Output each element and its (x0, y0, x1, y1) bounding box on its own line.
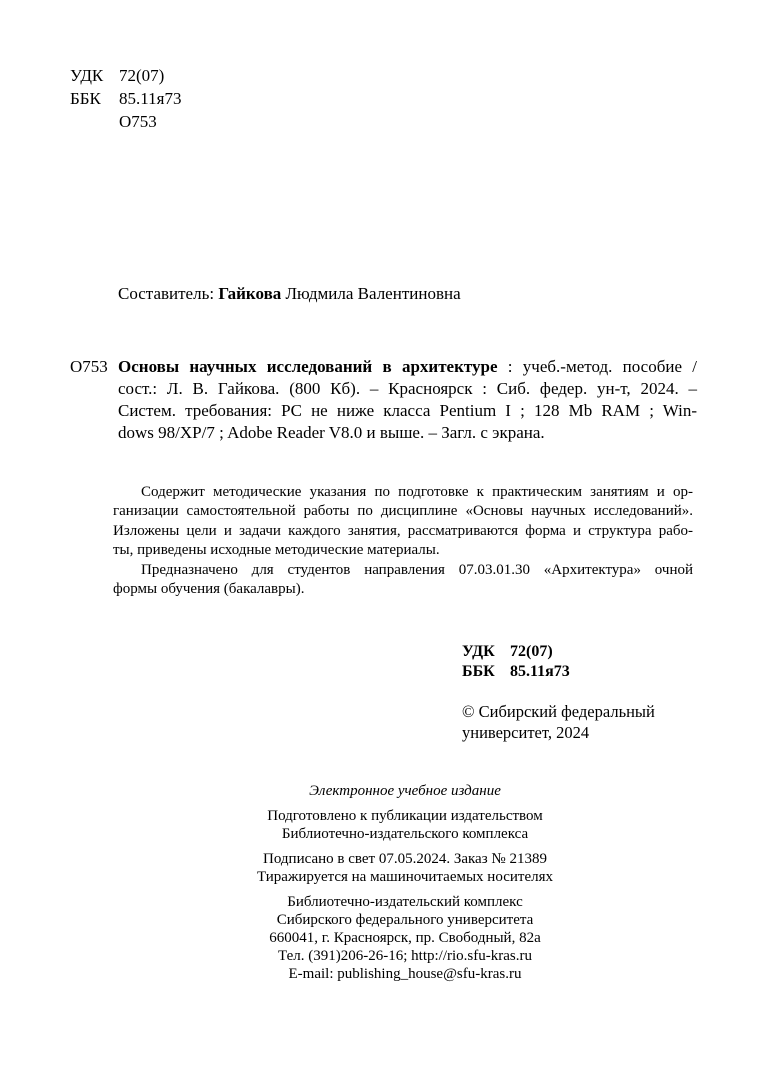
annotation-line: Изложены цели и задачи каждого занятия, рассматриваются форма и структура рабо- (113, 522, 693, 539)
compiler-name: Людмила Валентиновна (285, 284, 461, 303)
bbk-line (70, 87, 181, 110)
udk-repeat-label: УДК (462, 643, 495, 660)
annotation (113, 483, 693, 599)
bbk-label: ББК (70, 89, 101, 108)
annotation-line: ганизации самостоятельной работы по дисциплине «Основы научных исследований». (113, 503, 693, 520)
compiler-label: Составитель: (118, 284, 215, 303)
entry-title: Основы научных исследований в архитектуре (118, 357, 498, 376)
annotation-line: Содержит методические указания по подготовке к практическим занятиям и ор- (141, 484, 693, 500)
entry-text (118, 356, 697, 444)
prepared-line-2: Библиотечно-издательского комплекса (281, 826, 529, 842)
annotation-line: Предназначено для студентов направления 07.03.01.30 «Архитектура» очной (141, 561, 693, 578)
release-block (105, 850, 705, 886)
catalog-entry (70, 356, 697, 444)
author-sign: О753 (119, 112, 157, 131)
annotation-line: формы обучения (бакалавры). (113, 581, 305, 598)
publisher-block (105, 893, 705, 983)
bbk-value: 85.11я73 (119, 89, 182, 108)
prepared-line-1: Подготовлено к публикации издательством (267, 808, 543, 824)
entry-line-4: dows 98/XP/7 ; Adobe Reader V8.0 и выше. – Загл. с экрана. (118, 423, 545, 442)
copyright-line-1: © Сибирский федеральный (462, 702, 655, 721)
bbk-repeat-line (462, 662, 570, 682)
compiler-surname: Гайкова (218, 284, 282, 303)
copyright-notice (462, 701, 655, 743)
udk-repeat-value: 72(07) (510, 643, 553, 660)
copyright-line-2: университет, 2024 (462, 723, 590, 742)
release-line-2: Тиражируется на машиночитаемых носителях (256, 869, 553, 885)
publisher-name-line-1: Библиотечно-издательский комплекс (287, 894, 523, 910)
publisher-name-line-2: Сибирского федерального университета (276, 912, 534, 928)
udk-value: 72(07) (119, 66, 165, 85)
bbk-repeat-label: ББК (462, 663, 495, 680)
edition-type: Электронное учебное издание (309, 783, 501, 799)
classification-block (70, 64, 181, 133)
udk-line (70, 64, 181, 87)
publisher-phone-website: Тел. (391)206-26-16; http://rio.sfu-kras.ru (278, 948, 532, 964)
publisher-address: 660041, г. Красноярск, пр. Свободный, 82а (269, 930, 541, 946)
entry-line-1 (118, 356, 697, 378)
entry-author-sign: О753 (70, 357, 108, 376)
entry-line-1-rest: : учеб.-метод. пособие / (507, 357, 697, 376)
compiler-line (118, 283, 461, 305)
udk-repeat-line (462, 642, 570, 662)
bbk-repeat-value: 85.11я73 (510, 663, 570, 680)
release-line-1: Подписано в свет 07.05.2024. Заказ № 21389 (263, 851, 547, 867)
classification-repeat-block (462, 642, 570, 682)
udk-label: УДК (70, 66, 104, 85)
entry-line-3: Систем. требования: PC не ниже класса Pentium I ; 128 Mb RAM ; Win- (118, 401, 697, 420)
publisher-footer (105, 782, 705, 983)
annotation-line: ты, приведены исходные методические материалы. (113, 542, 440, 559)
entry-line-2: сост.: Л. В. Гайкова. (800 Кб). – Красноярск : Сиб. федер. ун-т, 2024. – (118, 379, 697, 398)
prepared-block (105, 807, 705, 843)
publisher-email: E-mail: publishing_house@sfu-kras.ru (288, 966, 522, 982)
